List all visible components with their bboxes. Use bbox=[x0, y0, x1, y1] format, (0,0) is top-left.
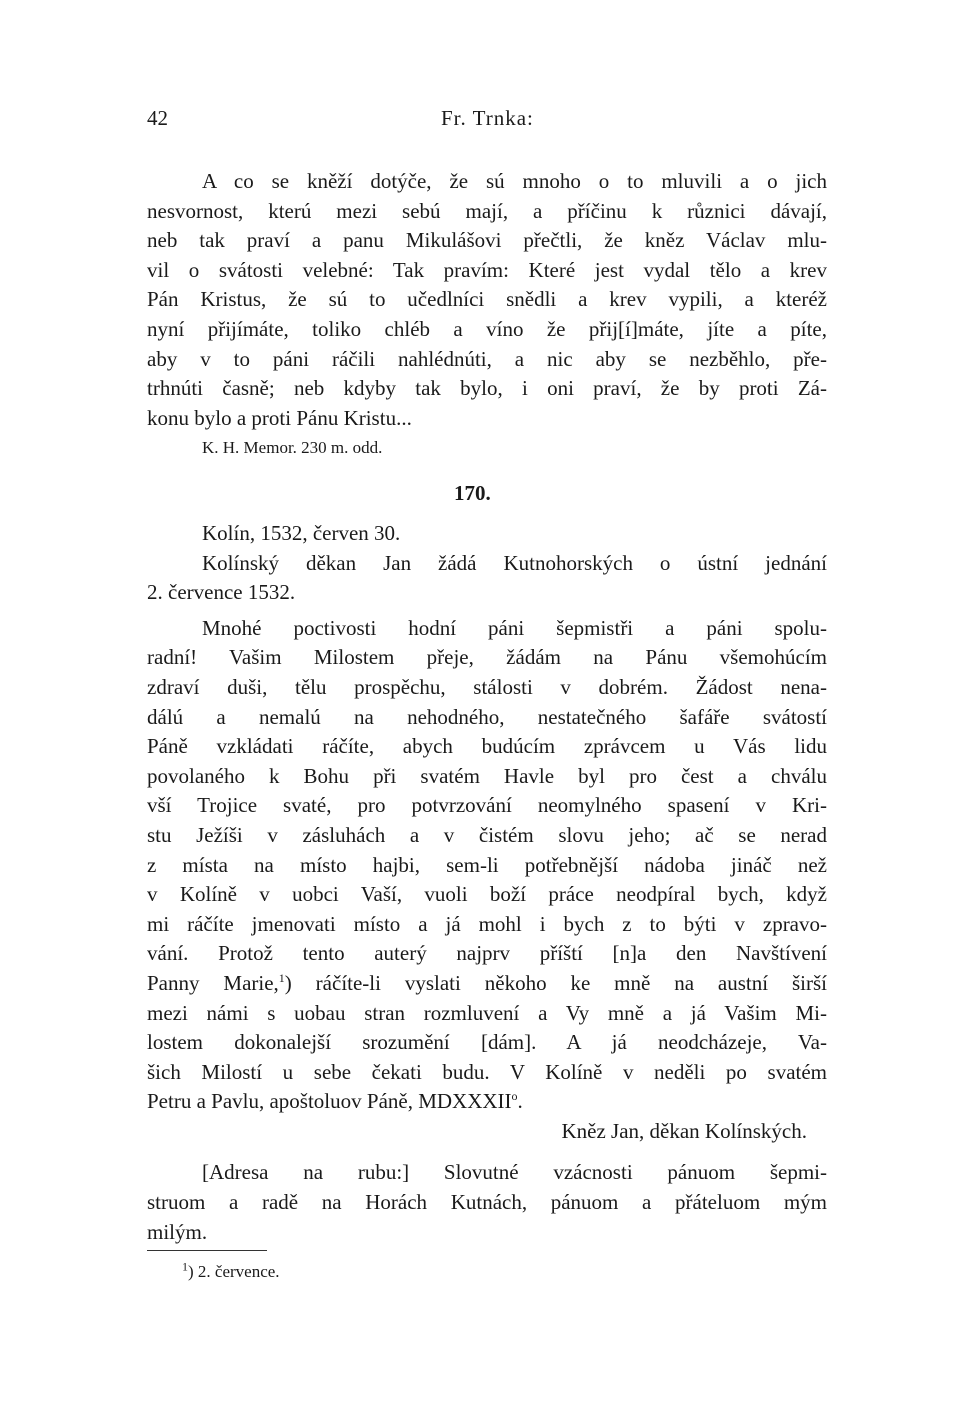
body-line: zdraví duši, tělu prospěchu, stálosti v dobrém. Žádost nena- bbox=[147, 674, 827, 699]
previous-letter-text bbox=[147, 167, 827, 463]
signature: Kněz Jan, děkan Kolínských. bbox=[561, 1118, 807, 1143]
body-line: mezi námi s uobau stran rozmluvení a Vy mně a já Vašim Mi- bbox=[147, 1000, 827, 1025]
summary-line: 2. července 1532. bbox=[147, 580, 296, 605]
document-number: 170. bbox=[454, 481, 491, 505]
document-170 bbox=[147, 519, 827, 1247]
text-line: Pán Kristus, že sú to učedlníci snědli a krev vypili, a kteréž bbox=[147, 287, 827, 312]
footnote-text: ) 2. července. bbox=[188, 1262, 280, 1281]
place-date: Kolín, 1532, červen 30. bbox=[202, 521, 401, 545]
body-line: vání. Protož tento auterý najprv příští [n]a den Navštívení bbox=[147, 941, 827, 966]
text-line: A co se kněží dotýče, že sú mnoho o to mluvili a o jich bbox=[202, 169, 827, 193]
body-line: dálú a nemalú na nehodného, nestatečného šafáře svátostí bbox=[147, 704, 827, 729]
text-line: konu bylo a proti Pánu Kristu... bbox=[147, 405, 412, 430]
footnote-rule bbox=[147, 1250, 267, 1251]
body-line: Petru a Pavlu, apoštoluov Páně, MDXXXII$^o$. bbox=[147, 1089, 523, 1114]
body-line: v Kolíně v uobci Vaší, vuoli boží práce neodpíral bych, když bbox=[147, 882, 827, 907]
superscript: 1 bbox=[278, 970, 285, 985]
body-line: vší Trojice svaté, pro potvrzování neomylného spasení v Kri- bbox=[147, 793, 827, 818]
address-line: struom a radě na Horách Kutnách, pánuom a přáteluom mým bbox=[147, 1190, 827, 1215]
running-title: Fr. Trnka: bbox=[441, 106, 534, 130]
body-line: povolaného k Bohu při svatém Havle byl pro čest a chválu bbox=[147, 763, 827, 788]
text-line: aby v to páni ráčili nahlédnúti, a nic aby se nezběhlo, pře- bbox=[147, 346, 827, 371]
source-citation: K. H. Memor. 230 m. odd. bbox=[202, 438, 383, 458]
address-line: [Adresa na rubu:] Slovutné vzácnosti pánuom šepmi- bbox=[202, 1160, 827, 1185]
body-line: stu Ježíši v zásluhách a v čistém slovu jeho; ač se nerad bbox=[147, 822, 827, 847]
body-line: z místa na místo hajbi, sem-li potřebnější nádoba jináč než bbox=[147, 852, 827, 877]
page-number: 42 bbox=[147, 106, 168, 130]
text-line: trhnúti časně; neb kdyby tak bylo, i oni praví, že by proti Zá- bbox=[147, 376, 827, 401]
footnote-marker: 1 bbox=[182, 1259, 188, 1274]
text-line: neb tak praví a panu Mikulášovi přečtli, že kněz Václav mlu- bbox=[147, 228, 827, 253]
footnote bbox=[182, 1259, 280, 1282]
body-line: mi ráčíte jmenovati místo a já mohl i bych z to býti v zpravo- bbox=[147, 911, 827, 936]
body-line: Páně vzkládati ráčíte, abych budúcím zprávcem u Vás lidu bbox=[147, 734, 827, 759]
text-line: vil o svátosti velebné: Tak pravím: Které jest vydal tělo a krev bbox=[147, 257, 827, 282]
address-line: milým. bbox=[147, 1219, 208, 1244]
body-line: Panny Marie,$^1$) ráčíte-li vyslati někoho ke mně na austní širší bbox=[147, 970, 827, 995]
summary-line: Kolínský děkan Jan žádá Kutnohorských o ústní jednání bbox=[202, 550, 827, 575]
body-line: šich Milostí u sebe čekati budu. V Kolíně v neděli po svatém bbox=[147, 1059, 827, 1084]
text-line: nyní přijímáte, toliko chléb a víno že přij[í]máte, jíte a píte, bbox=[147, 316, 827, 341]
body-line: Mnohé poctivosti hodní páni šepmistři a páni spolu- bbox=[202, 615, 827, 640]
body-line: radní! Vašim Milostem přeje, žádám na Pánu všemohúcím bbox=[147, 645, 827, 670]
superscript: o bbox=[511, 1089, 518, 1104]
body-line: lostem dokonalejší srozumění [dám]. A já neodcházeje, Va- bbox=[147, 1030, 827, 1055]
text-line: nesvornost, kterú mezi sebú mají, a příčinu k různici dávají, bbox=[147, 198, 827, 223]
